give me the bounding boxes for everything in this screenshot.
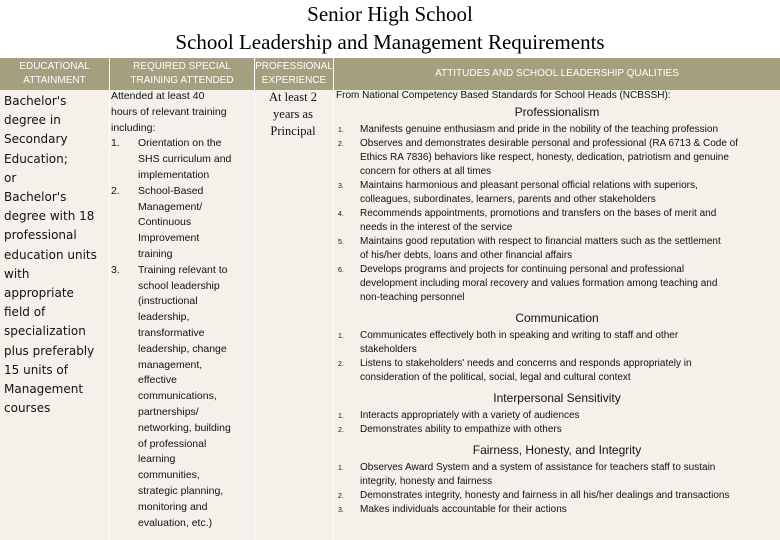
- section-title: Communication: [515, 311, 599, 325]
- quality-item-line: consideration of the political, social, legal and cultural context: [360, 372, 631, 383]
- quality-item-line: Observes Award System and a system of assistance for teachers staff to sustain: [360, 462, 716, 473]
- section-title: Fairness, Honesty, and Integrity: [472, 443, 642, 457]
- quality-item-number: 1.: [338, 127, 344, 134]
- quality-item: [336, 263, 778, 305]
- column-divider: [254, 58, 255, 540]
- training-item-text: [138, 263, 251, 532]
- quality-item: [336, 137, 778, 179]
- training-intro-line: including:: [111, 121, 156, 134]
- education-line: or: [4, 170, 17, 185]
- training-item-line: communities,: [138, 469, 200, 482]
- training-item-number: 1.: [111, 137, 120, 150]
- column-divider: [333, 58, 334, 540]
- education-line: 15 units of: [4, 362, 68, 377]
- quality-item: [336, 489, 778, 503]
- page-title-line-1: Senior High School: [307, 2, 473, 26]
- quality-item-text: [360, 423, 778, 437]
- quality-item-line: non-teaching personnel: [360, 292, 465, 303]
- experience-line: years as: [273, 107, 313, 121]
- training-item-line: learning: [138, 453, 176, 466]
- training-item-number: 3.: [111, 263, 120, 276]
- quality-item-line: Listens to stakeholders' needs and concerns and responds appropriately in: [360, 358, 692, 369]
- education-line: appropriate: [4, 286, 74, 301]
- training-item: [111, 263, 251, 532]
- training-item-line: leadership,: [138, 311, 190, 324]
- quality-item-line: development including moral recovery and values formation among teaching and: [360, 278, 718, 289]
- quality-item: [336, 207, 778, 235]
- quality-item-text: [360, 357, 778, 385]
- quality-item: [336, 329, 778, 357]
- education-line: Bachelor's: [4, 190, 67, 205]
- header-required-training: [110, 60, 254, 90]
- quality-item-line: Interacts appropriately with a variety of audiences: [360, 410, 580, 421]
- quality-item-number: 1.: [338, 413, 344, 420]
- training-item-line: leadership, change: [138, 342, 227, 355]
- quality-item-text: [360, 489, 778, 503]
- quality-item: [336, 423, 778, 437]
- training-item-line: training: [138, 247, 173, 260]
- education-line: degree with 18: [4, 209, 95, 224]
- training-item: [111, 184, 251, 263]
- quality-item-text: [360, 207, 778, 235]
- header-attitudes-qualities: ATTITUDES AND SCHOOL LEADERSHIP QUALITIES: [435, 68, 679, 79]
- quality-item-number: 2.: [338, 493, 344, 500]
- quality-item-text: [360, 179, 778, 207]
- quality-item-number: 3.: [338, 183, 344, 190]
- quality-item-line: Observes and demonstrates desirable personal and professional (RA 6713 & Code of: [360, 138, 739, 149]
- quality-item-line: Demonstrates integrity, honesty and fairness in all his/her dealings and transactions: [360, 490, 730, 501]
- quality-item-number: 3.: [338, 507, 344, 514]
- quality-item-text: [360, 123, 778, 137]
- training-item-line: communications,: [138, 390, 217, 403]
- training-item-line: Improvement: [138, 232, 200, 245]
- quality-item-line: colleagues, subordinates, learners, parents and other stakeholders: [360, 194, 656, 205]
- training-item-text: [138, 184, 251, 263]
- training-intro-line: hours of relevant training: [111, 105, 227, 118]
- quality-item-line: Maintains harmonious and pleasant personal official relations with superiors,: [360, 180, 698, 191]
- required-training-cell: [111, 89, 251, 531]
- quality-item-line: Demonstrates ability to empathize with others: [360, 424, 562, 435]
- column-divider: [109, 58, 110, 540]
- training-item-line: Management/: [138, 200, 203, 213]
- training-item-number: 2.: [111, 184, 120, 197]
- education-line: field of: [4, 305, 46, 320]
- quality-item-line: Manifests genuine enthusiasm and pride in the nobility of the teaching profession: [360, 124, 719, 135]
- education-line: with: [4, 266, 30, 281]
- quality-item-line: Makes individuals accountable for their actions: [360, 504, 567, 515]
- section-title: Interpersonal Sensitivity: [493, 391, 621, 405]
- quality-item-text: [360, 461, 778, 489]
- quality-item-line: Maintains good reputation with respect to financial matters such as the settlement: [360, 236, 721, 247]
- quality-item-text: [360, 503, 778, 517]
- quality-item-line: Ethics RA 7836) behaviors like respect, honesty, dedication, patriotism and genuine: [360, 152, 729, 163]
- training-intro-line: Attended at least 40: [111, 90, 205, 102]
- table-header-row: [0, 58, 780, 90]
- training-item-line: School-Based: [138, 184, 204, 197]
- quality-item: [336, 503, 778, 517]
- quality-item-text: [360, 137, 778, 179]
- quality-item-number: 1.: [338, 465, 344, 472]
- training-item-line: evaluation, etc.): [138, 516, 213, 529]
- education-line: Management: [4, 382, 84, 397]
- quality-item-number: 5.: [338, 239, 344, 246]
- quality-item-text: [360, 329, 778, 357]
- section-title: Professionalism: [514, 105, 600, 119]
- education-line: specialization: [4, 324, 86, 339]
- header-line: EDUCATIONAL: [19, 61, 90, 72]
- training-item-line: monitoring and: [138, 500, 208, 513]
- ncbssh-source-line: From National Competency Based Standards for School Heads (NCBSSH):: [336, 90, 671, 101]
- education-line: plus preferably: [4, 343, 95, 358]
- header-line: TRAINING ATTENDED: [130, 75, 234, 86]
- quality-item-text: [360, 235, 778, 263]
- education-line: Education;: [4, 151, 68, 166]
- quality-item-line: Communicates effectively both in speaking and writing to staff and other: [360, 330, 679, 341]
- header-line: REQUIRED SPECIAL: [133, 61, 231, 72]
- experience-line: At least 2: [269, 90, 317, 104]
- attitudes-qualities-cell: [336, 89, 778, 517]
- training-item-line: Training relevant to: [138, 263, 228, 276]
- training-item-line: strategic planning,: [138, 484, 224, 497]
- training-item-line: Continuous: [138, 216, 192, 229]
- quality-item: [336, 409, 778, 423]
- quality-item-line: needs in the interest of the service: [360, 222, 513, 233]
- quality-item-line: Develops programs and projects for continuing personal and professional: [360, 264, 685, 275]
- training-item-line: SHS curriculum and: [138, 153, 232, 166]
- education-line: degree in: [4, 113, 61, 128]
- header-professional-experience: [255, 60, 333, 90]
- quality-item: [336, 235, 778, 263]
- header-line: EXPERIENCE: [261, 75, 327, 86]
- education-line: education units: [4, 247, 97, 262]
- training-item-line: implementation: [138, 168, 210, 181]
- quality-item: [336, 123, 778, 137]
- header-line: ATTAINMENT: [23, 75, 86, 86]
- title-band: [0, 0, 780, 58]
- quality-item-line: stakeholders: [360, 344, 417, 355]
- education-line: courses: [4, 401, 51, 416]
- quality-item: [336, 461, 778, 489]
- quality-item-number: 2.: [338, 427, 344, 434]
- training-item-line: Orientation on the: [138, 137, 222, 150]
- training-item-line: management,: [138, 358, 203, 371]
- quality-item-number: 6.: [338, 267, 344, 274]
- experience-line: Principal: [270, 124, 316, 138]
- training-item-line: networking, building: [138, 421, 231, 434]
- training-item-line: (instructional: [138, 295, 198, 308]
- quality-item: [336, 179, 778, 207]
- quality-item-number: 2.: [338, 361, 344, 368]
- training-item-line: partnerships/: [138, 405, 199, 418]
- header-line: PROFESSIONAL: [255, 61, 333, 72]
- quality-item-text: [360, 263, 778, 305]
- training-item-line: transformative: [138, 326, 205, 339]
- training-item: [111, 136, 251, 183]
- training-intro: [111, 89, 251, 136]
- quality-item-text: [360, 409, 778, 423]
- education-line: Bachelor's: [4, 94, 67, 108]
- quality-item-number: 1.: [338, 333, 344, 340]
- header-educational-attainment: [0, 60, 109, 90]
- qualities-sections: [336, 104, 778, 517]
- training-item-line: school leadership: [138, 279, 220, 292]
- educational-attainment-cell: [4, 92, 104, 418]
- professional-experience-cell: [256, 89, 330, 140]
- quality-item: [336, 357, 778, 385]
- training-item-line: effective: [138, 374, 177, 387]
- quality-item-line: Recommends appointments, promotions and transfers on the bases of merit and: [360, 208, 717, 219]
- quality-item-number: 4.: [338, 211, 344, 218]
- quality-item-line: integrity, honesty and fairness: [360, 476, 493, 487]
- education-line: Secondary: [4, 132, 68, 147]
- training-list: [111, 136, 251, 531]
- quality-item-number: 2.: [338, 141, 344, 148]
- training-item-line: of professional: [138, 437, 207, 450]
- requirements-table: [0, 58, 780, 540]
- training-item-text: [138, 136, 251, 183]
- quality-item-line: of his/her debts, loans and other financial affairs: [360, 250, 573, 261]
- quality-item-line: concern for others at all times: [360, 166, 492, 177]
- page-title-line-2: School Leadership and Management Requirements: [175, 30, 605, 54]
- education-line: professional: [4, 228, 77, 243]
